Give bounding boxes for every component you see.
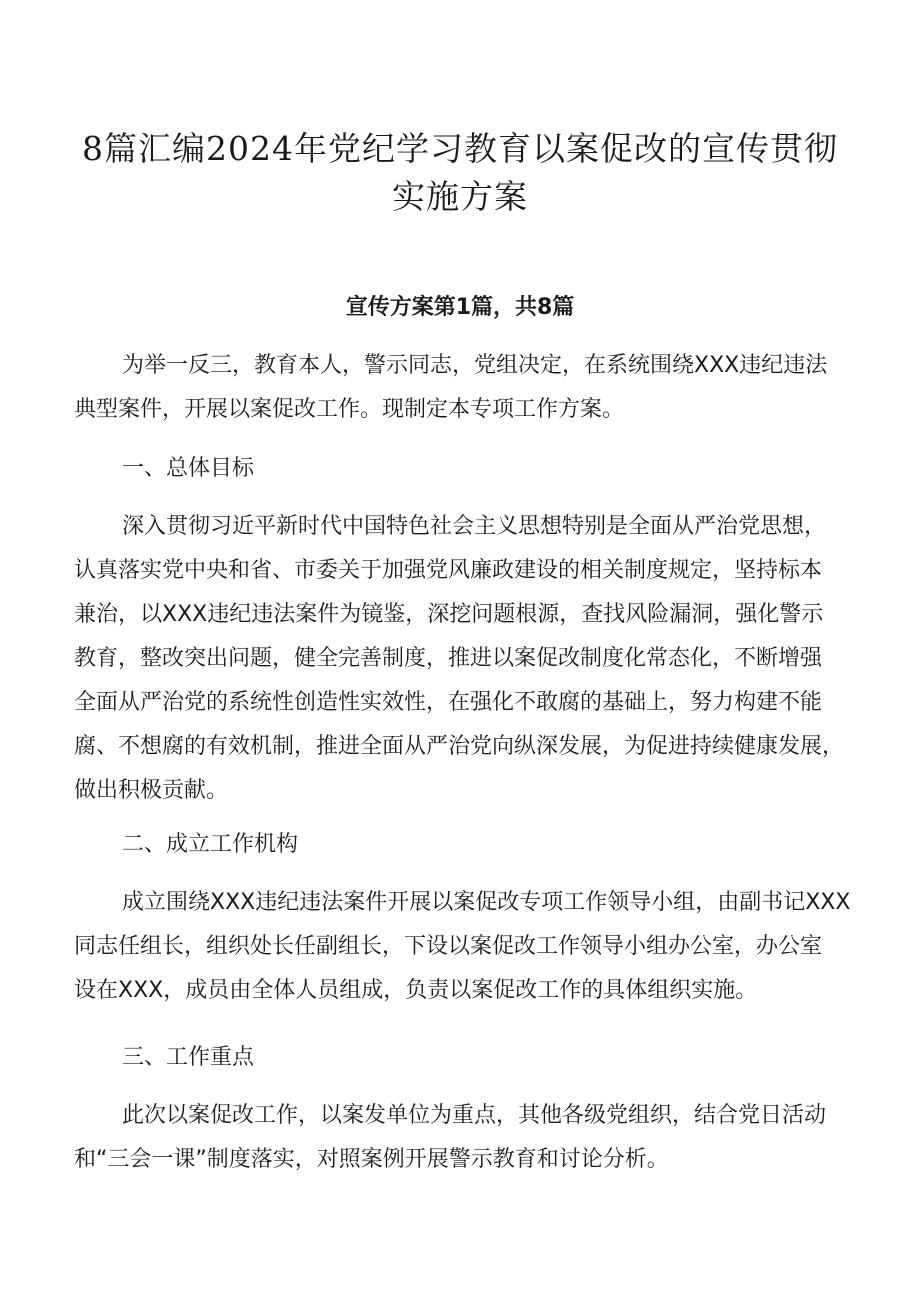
paragraph-line: 此次以案促改工作，以案发单位为重点，其他各级党组织，结合党日活动 bbox=[122, 1103, 827, 1128]
paragraph-line: 认真落实党中央和省、市委关于加强党风廉政建设的相关制度规定，坚持标本 bbox=[74, 558, 823, 583]
work-focus-paragraph bbox=[74, 1094, 864, 1182]
paragraph-line: 成立围绕XXX违纪违法案件开展以案促改专项工作领导小组，由副书记XXX bbox=[122, 890, 851, 915]
paragraph-line: 教育，整改突出问题，健全完善制度，推进以案促改制度化常态化，不断增强 bbox=[74, 646, 823, 671]
paragraph-line: 和“三会一课”制度落实，对照案例开展警示教育和讨论分析。 bbox=[74, 1147, 669, 1172]
heading-work-organization: 二、成立工作机构 bbox=[122, 832, 299, 857]
section-header: 宣传方案第1篇，共8篇 bbox=[345, 295, 575, 320]
heading-work-focus: 三、工作重点 bbox=[122, 1045, 255, 1070]
paragraph-line: 同志任组长，组织处长任副组长，下设以案促改工作领导小组办公室，办公室 bbox=[74, 934, 823, 959]
work-organization-paragraph bbox=[74, 881, 864, 1013]
paragraph-line: 典型案件，开展以案促改工作。现制定本专项工作方案。 bbox=[74, 397, 625, 422]
document-title-line-1: 8篇汇编2024年党纪学习教育以案促改的宣传贯彻 bbox=[82, 129, 838, 168]
heading-overall-goal: 一、总体目标 bbox=[122, 456, 255, 481]
document-title-line-2: 实施方案 bbox=[392, 177, 528, 216]
paragraph-line: 设在XXX，成员由全体人员组成，负责以案促改工作的具体组织实施。 bbox=[74, 978, 758, 1003]
intro-paragraph bbox=[74, 344, 864, 432]
paragraph-line: 为举一反三，教育本人，警示同志，党组决定，在系统围绕XXX违纪违法 bbox=[122, 353, 828, 378]
paragraph-line: 深入贯彻习近平新时代中国特色社会主义思想特别是全面从严治党思想， bbox=[122, 514, 827, 539]
paragraph-line: 做出积极贡献。 bbox=[74, 778, 229, 803]
paragraph-line: 腐、不想腐的有效机制，推进全面从严治党向纵深发展，为促进持续健康发展， bbox=[74, 734, 845, 759]
paragraph-line: 全面从严治党的系统性创造性实效性，在强化不敢腐的基础上，努力构建不能 bbox=[74, 690, 823, 715]
paragraph-line: 兼治，以XXX违纪违法案件为镜鉴，深挖问题根源，查找风险漏洞，强化警示 bbox=[74, 602, 824, 627]
overall-goal-paragraph bbox=[74, 505, 864, 813]
